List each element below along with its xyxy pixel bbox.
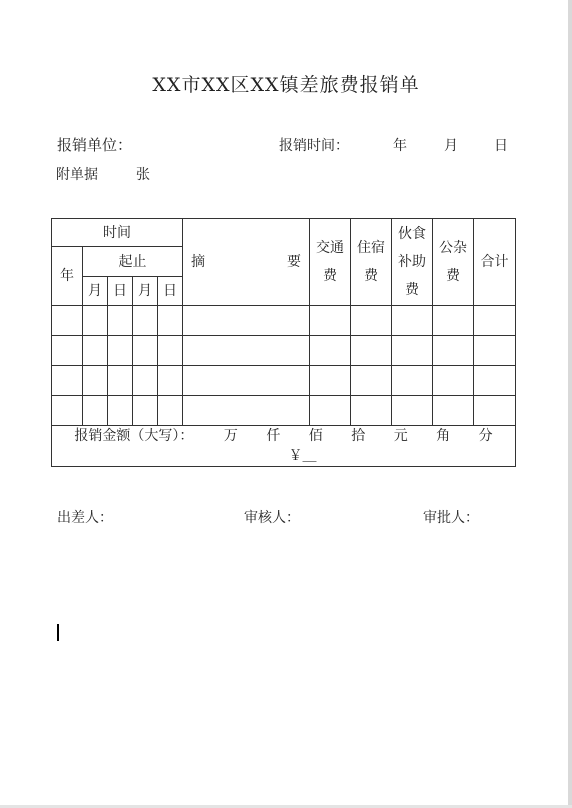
traffic-header <box>310 219 351 306</box>
start-month-header: 月 <box>83 277 108 306</box>
traveler-label: 出差人： <box>57 510 113 526</box>
amount-row <box>52 426 516 467</box>
meal-line-3: 费 <box>405 282 420 298</box>
form-title: XX市XX区XX镇差旅费报销单 <box>152 74 420 96</box>
table-row <box>52 366 516 396</box>
year-header: 年 <box>52 247 83 306</box>
page-edge <box>568 0 572 808</box>
total-header: 合计 <box>474 219 516 306</box>
table-row <box>52 396 516 426</box>
year-label: 年 <box>393 138 407 154</box>
unit-bai: 佰 <box>308 428 323 444</box>
expense-table <box>51 218 516 467</box>
start-day-header: 日 <box>108 277 133 306</box>
summary-char-1: 摘 <box>191 254 206 270</box>
unit-yuan: 元 <box>393 428 408 444</box>
lodging-line-1: 住宿 <box>357 240 386 256</box>
unit-shi: 拾 <box>351 428 366 444</box>
amount-cell[interactable] <box>52 426 516 467</box>
end-month-header: 月 <box>133 277 158 306</box>
traffic-line-1: 交通 <box>316 240 345 256</box>
table-row <box>52 306 516 336</box>
meal-allowance-header <box>392 219 433 306</box>
traffic-line-2: 费 <box>323 268 338 284</box>
attachment-label: 附单据 <box>56 167 98 183</box>
unit-wan: 万 <box>223 428 238 444</box>
start-end-header: 起止 <box>83 247 183 277</box>
end-day-header: 日 <box>158 277 183 306</box>
text-cursor <box>57 624 59 641</box>
day-label: 日 <box>494 138 508 154</box>
summary-char-2: 要 <box>287 254 302 270</box>
time-header: 时间 <box>52 219 183 247</box>
reviewer-label: 审核人： <box>244 510 300 526</box>
month-label: 月 <box>444 138 458 154</box>
unit-qian: 仟 <box>266 428 281 444</box>
misc-line-2: 费 <box>446 268 461 284</box>
unit-label: 报销单位： <box>57 136 133 154</box>
misc-header <box>433 219 474 306</box>
unit-fen: 分 <box>478 428 493 444</box>
amount-label: 报销金额（大写）： <box>74 428 194 444</box>
approver-label: 审批人： <box>423 510 479 526</box>
meal-line-2: 补助 <box>398 254 427 270</box>
table-row <box>52 336 516 366</box>
currency-symbol: ￥＿ <box>288 448 317 464</box>
summary-header <box>183 219 310 306</box>
misc-line-1: 公杂 <box>439 240 468 256</box>
attachment-unit: 张 <box>136 167 150 183</box>
time-label: 报销时间： <box>279 138 349 154</box>
lodging-line-2: 费 <box>364 268 379 284</box>
unit-jiao: 角 <box>436 428 451 444</box>
meal-line-1: 伙食 <box>398 226 427 242</box>
lodging-header <box>351 219 392 306</box>
